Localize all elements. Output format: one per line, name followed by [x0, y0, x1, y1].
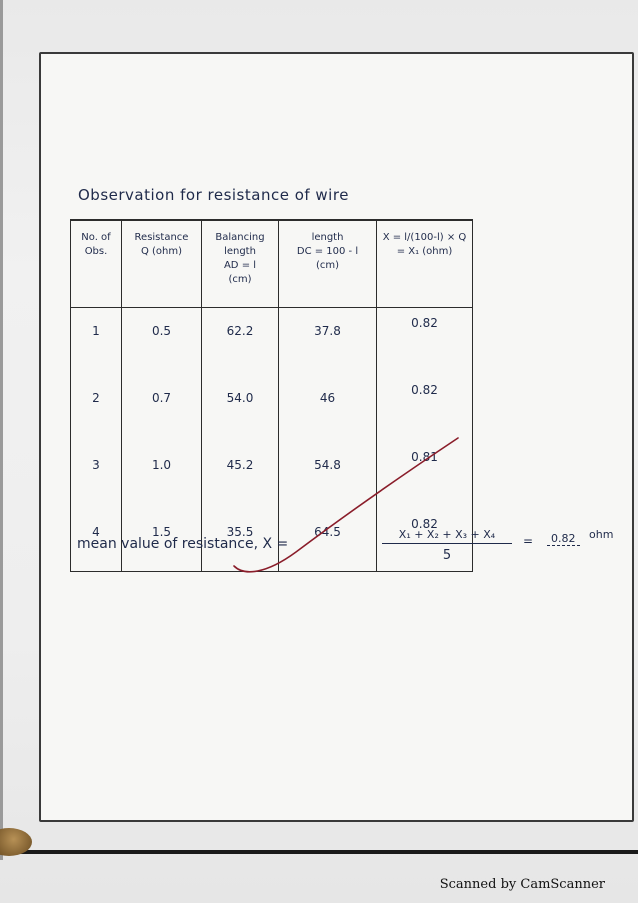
page-edge	[0, 0, 3, 860]
resistance-cell: 1.0	[122, 442, 202, 509]
length-dc-cell: 37.8	[279, 308, 377, 376]
obs-number-cell: 3	[71, 442, 122, 509]
x-value-cell: 0.81	[377, 442, 473, 509]
mean-label: mean value of resistance, X =	[77, 536, 289, 552]
mean-result: 0.82	[547, 532, 580, 546]
table-row	[71, 375, 473, 442]
page-title: Observation for resistance of wire	[78, 186, 349, 204]
obs-number-cell: 2	[71, 375, 122, 442]
header-resistance: Resistance Q (ohm)	[122, 220, 202, 308]
obs-number-cell: 1	[71, 308, 122, 376]
balancing-length-cell: 45.2	[202, 442, 279, 509]
header-balancing-length: Balancing length AD = l (cm)	[202, 220, 279, 308]
notebook-page	[39, 52, 634, 822]
table-header-row	[71, 220, 473, 308]
balancing-length-cell: 62.2	[202, 308, 279, 376]
fraction-denominator: 5	[442, 548, 452, 563]
scan-bottom-edge	[0, 850, 638, 854]
observation-table	[70, 219, 473, 572]
balancing-length-cell: 54.0	[202, 375, 279, 442]
equals-sign: =	[523, 534, 534, 548]
x-value-cell: 0.82	[377, 308, 473, 376]
x-value-cell: 0.82	[377, 509, 473, 572]
fraction-numerator: X₁ + X₂ + X₃ + X₄	[382, 528, 512, 544]
resistance-cell: 0.7	[122, 375, 202, 442]
scanner-watermark: Scanned by CamScanner	[439, 877, 605, 892]
mean-unit: ohm	[589, 528, 614, 541]
table-row	[71, 308, 473, 376]
mean-fraction	[382, 528, 512, 563]
mean-value-equation	[77, 528, 632, 578]
header-length-dc: length DC = 100 - l (cm)	[279, 220, 377, 308]
length-dc-cell: 46	[279, 375, 377, 442]
balancing-length-cell: 35.5	[202, 509, 279, 572]
length-dc-cell: 64.5	[279, 509, 377, 572]
header-x-formula: X = l/(100-l) × Q = X₁ (ohm)	[377, 220, 473, 308]
resistance-cell: 1.5	[122, 509, 202, 572]
resistance-cell: 0.5	[122, 308, 202, 376]
length-dc-cell: 54.8	[279, 442, 377, 509]
header-obs-number: No. of Obs.	[71, 220, 122, 308]
obs-number-cell: 4	[71, 509, 122, 572]
table-row	[71, 442, 473, 509]
x-value-cell: 0.82	[377, 375, 473, 442]
